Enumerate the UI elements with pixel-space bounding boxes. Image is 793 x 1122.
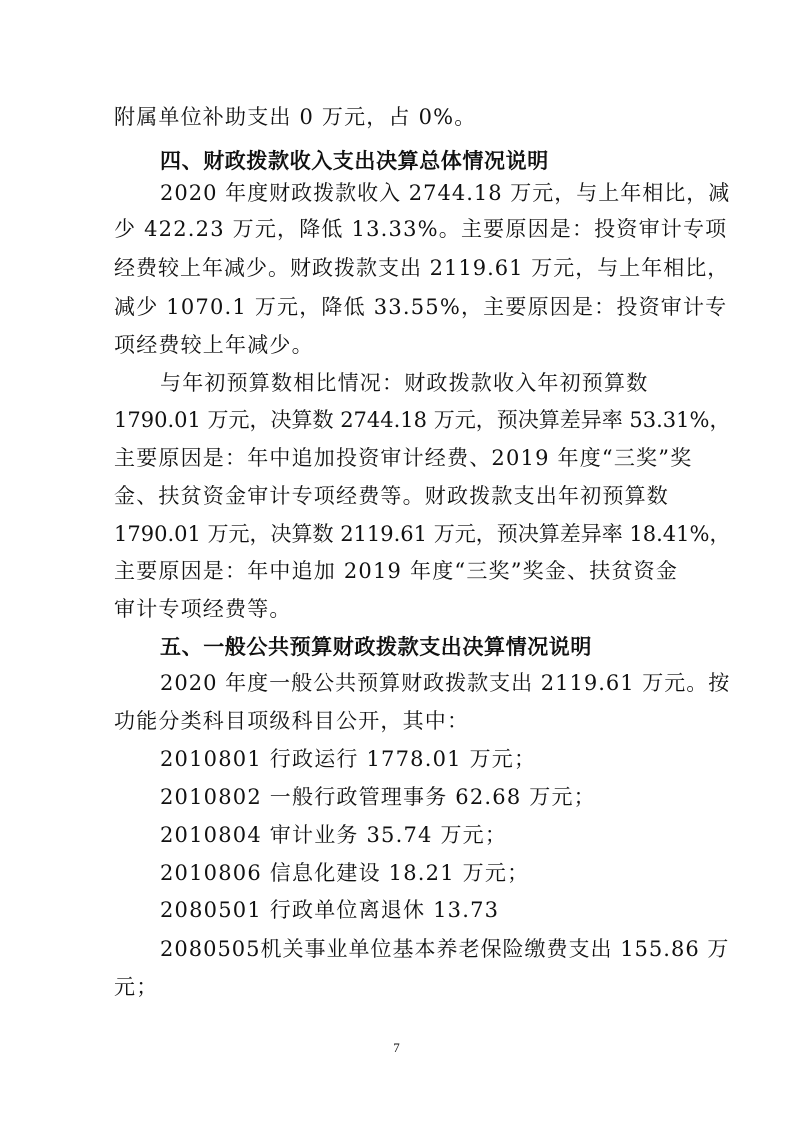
paragraph-line: 审计专项经费等。 — [114, 597, 292, 621]
paragraph-line: 金、扶贫资金审计专项经费等。财政拨款支出年初预算数 — [114, 484, 669, 508]
paragraph-line: 1790.01 万元，决算数 2119.61 万元，预决算差异率 18.41%， — [114, 522, 731, 546]
list-item: 2010804 审计业务 35.74 万元； — [160, 823, 508, 847]
list-item: 2080505机关事业单位基本养老保险缴费支出 155.86 万 — [160, 937, 730, 961]
paragraph-line: 2020 年度一般公共预算财政拨款支出 2119.61 万元。按 — [160, 671, 731, 695]
paragraph-line: 主要原因是：年中追加 2019 年度“三奖”奖金、扶贫资金 — [114, 559, 679, 583]
paragraph-line: 1790.01 万元，决算数 2744.18 万元，预决算差异率 53.31%， — [114, 408, 731, 432]
paragraph-line: 主要原因是：年中追加投资审计经费、2019 年度“三奖”奖 — [114, 446, 693, 470]
paragraph-line: 附属单位补助支出 0 万元，占 0%。 — [114, 105, 477, 129]
paragraph-line: 项经费较上年减少。 — [114, 333, 314, 357]
list-item-continuation: 元； — [114, 975, 159, 999]
section-heading-five: 五、一般公共预算财政拨款支出决算情况说明 — [160, 635, 592, 659]
list-item: 2010801 行政运行 1778.01 万元； — [160, 747, 537, 771]
paragraph-line: 减少 1070.1 万元，降低 33.55%，主要原因是：投资审计专 — [114, 295, 728, 319]
page-number: 7 — [393, 1040, 400, 1055]
paragraph-line: 与年初预算数相比情况：财政拨款收入年初预算数 — [160, 371, 649, 395]
paragraph-line: 2020 年度财政拨款收入 2744.18 万元，与上年相比，减 — [160, 181, 731, 205]
paragraph-line: 少 422.23 万元，降低 13.33%。主要原因是：投资审计专项 — [114, 217, 728, 241]
list-item: 2080501 行政单位离退休 13.73 — [160, 898, 500, 922]
list-item: 2010802 一般行政管理事务 62.68 万元； — [160, 785, 596, 809]
paragraph-line: 功能分类科目项级科目公开，其中： — [114, 709, 470, 733]
list-item: 2010806 信息化建设 18.21 万元； — [160, 861, 530, 885]
section-heading-four: 四、财政拨款收入支出决算总体情况说明 — [160, 149, 549, 173]
paragraph-line: 经费较上年减少。财政拨款支出 2119.61 万元，与上年相比， — [114, 256, 730, 280]
